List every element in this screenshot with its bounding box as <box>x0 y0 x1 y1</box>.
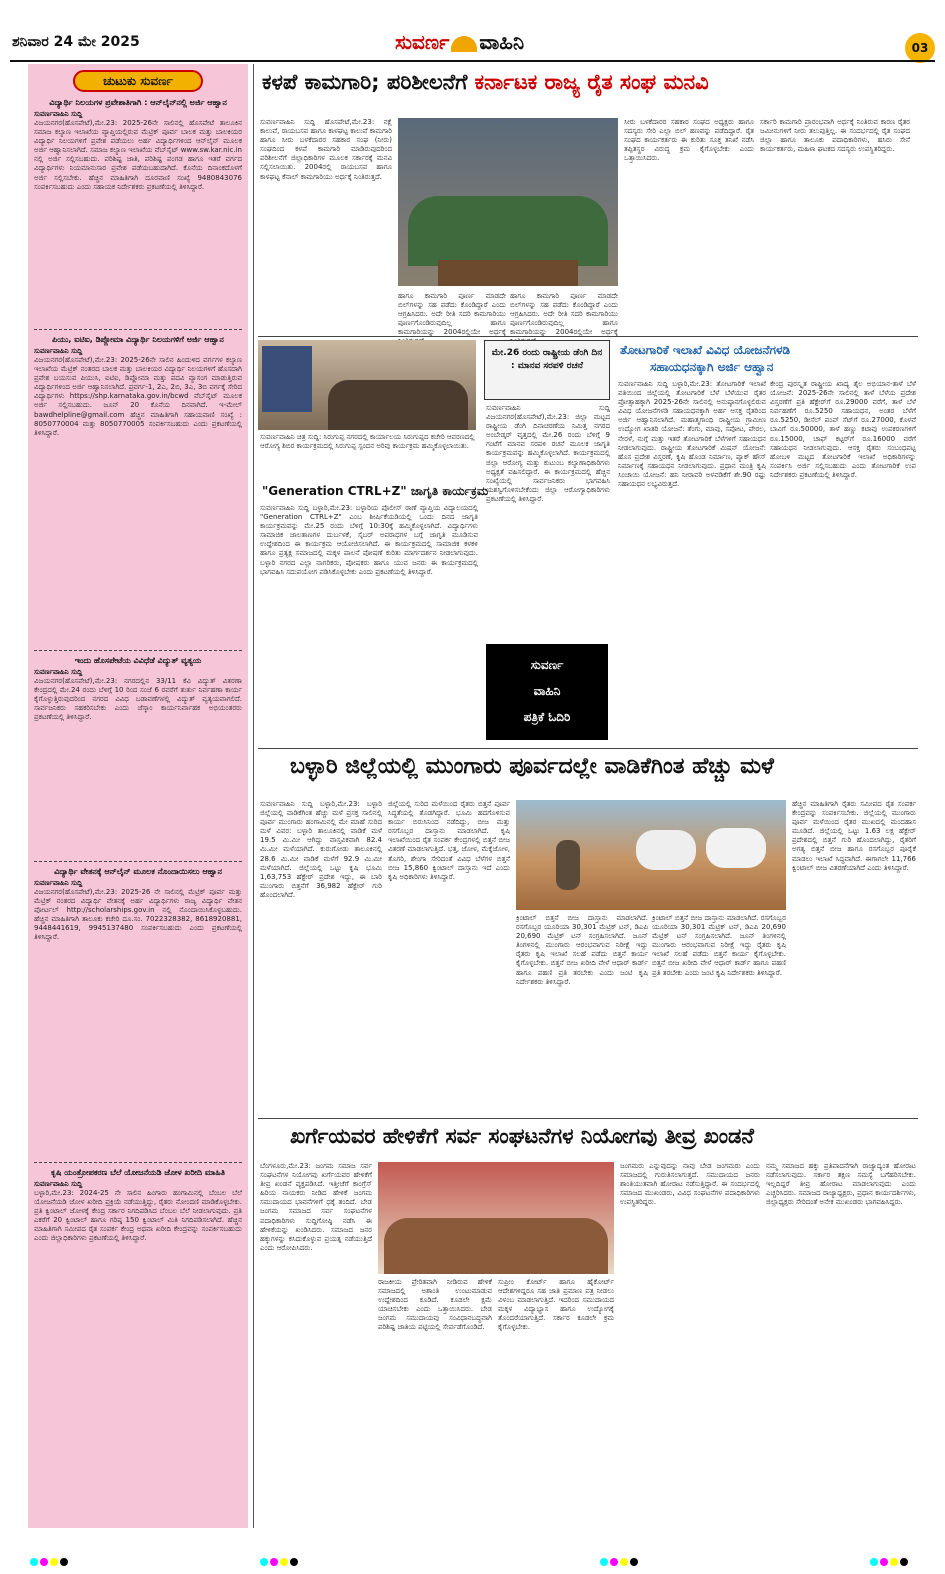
table-shape <box>438 260 578 286</box>
ox-shape <box>706 828 766 868</box>
newspaper-logo <box>395 30 524 54</box>
logo-text-left: ಸುವರ್ಣ <box>395 30 450 54</box>
crowd-shape <box>384 1218 608 1274</box>
story-column: ಬೆಂಗಳೂರು,ಮೇ.23: ಜಂಗಮ ಸಮಾಜ ಸರ್ವ ಸಂಘಟನೆಗಳ ನಿಯೋಗವು ಖರ್ಗೆಯವರ ಹೇಳಿಕೆಗೆ ತೀವ್ರ ಖಂಡನೆ ವ್ಯಕ್ತಪಡಿಸಿದೆ. ಇತ್ತೀಚೆಗೆ ಕಾಂಗ್ರೆಸ್ ಹಿರಿಯ ನಾಯಕರು ನೀಡಿದ ಹೇಳಿಕೆ ಜಂಗಮ ಸಮುದಾಯದ ಭಾವನೆಗಳಿಗೆ ಧಕ್ಕೆ ತಂದಿದೆ. ಬೇಡ ಜಂಗಮ ಸಮಾಜದ ಸರ್ವ ಸಂಘಟನೆಗಳ ಪದಾಧಿಕಾರಿಗಳು ಸುದ್ದಿಗೋಷ್ಠಿ ನಡೆಸಿ ಈ ಹೇಳಿಕೆಯನ್ನು ಖಂಡಿಸಿದರು. ಸಮಾಜದ ಜನರ ಹಕ್ಕುಗಳನ್ನು ಕಸಿದುಕೊಳ್ಳುವ ಪ್ರಯತ್ನ ನಡೆಯುತ್ತಿದೆ ಎಂದು ಆರೋಪಿಸಿದರು. <box>260 1162 372 1252</box>
ox-shape <box>636 830 696 870</box>
news-brief-column <box>28 64 248 1528</box>
story-headline: ಸಹಾಯಧನಕ್ಕಾಗಿ ಅರ್ಜಿ ಆಹ್ವಾನ <box>650 360 774 374</box>
banner-shape <box>262 346 312 412</box>
story-column: ಹಾಗೂ ಕಾಮಗಾರಿ ಪೂರ್ಣ ಮಾಡದೇ ಬಿಲ್‌ಗಳನ್ನು ಸಹ ಪಡೆದು ಕೊಂಡಿದ್ದಾರೆ ಎಂದು ಆಗ್ರಹಿಸಿದರು. ಅದೇ ರೀತಿ ಸದರಿ ಕಾಮಗಾರಿಯು ಪೂರ್ಣಗೊಂಡಿರುವುದಿಲ್ಲ ಹಾಗೂ ಕಾಮಗಾರಿಯನ್ನು 2004ರಲ್ಲಿಯೇ ಅರ್ಧಕ್ಕೆ <box>510 292 618 337</box>
brief-body: ವಿಜಯನಗರ(ಹೊಸಪೇಟೆ),ಮೇ.23: ನಗರದಲ್ಲಿನ 33/11 ಕೆವಿ ವಿದ್ಯುತ್ ವಿತರಣಾ ಕೇಂದ್ರದಲ್ಲಿ ಮೇ.24 ರಂದು ಬೆಳಿಗ್ಗೆ 10 ರಿಂದ ಸಂಜೆ 6 ರವರೆಗೆ ತುರ್ತು ನಿರ್ವಹಣಾ ಕಾರ್ಯ ಕೈಗೊಳ್ಳುತ್ತಿರುವುದರಿಂದ ನಗರದ ವಿವಿಧ ಬಡಾವಣೆಗಳಲ್ಲಿ ವಿದ್ಯುತ್ ವ್ಯತ್ಯಯವಾಗಲಿದೆ. ಸಾರ್ವಜನಿಕರು ಸಹಕರಿಸಬೇಕು ಎಂದು ಜೆಸ್ಕಾಂ ಕಾರ್ಯನಿರ್ವಾಹಕ ಅಭಿಯಂತರರು ಪ್ರಕಟಣೆಯಲ್ಲಿ ತಿಳಿಸಿದ್ದಾರೆ. <box>34 677 242 722</box>
brief-title: ವಿದ್ಯಾರ್ಥಿ ವೇತನಕ್ಕೆ ಆನ್‌ಲೈನ್ ಮೂಲಕ ನೊಂದಾಯಿಸಲು ಆಹ್ವಾನ <box>54 867 222 876</box>
brief-body: ಬಳ್ಳಾರಿ,ಮೇ.23: 2024-25 ನೇ ಸಾಲಿನ ಹಿಂಗಾರು ಹಂಗಾಮಿನಲ್ಲಿ ಬೆಂಬಲ ಬೆಲೆ ಯೋಜನೆಯಡಿ ಜೋಳ ಖರೀದಿ ಪ್ರಕ್ರಿಯೆ ನಡೆಯುತ್ತಿದ್ದು, ರೈತರು ನೋಂದಣಿ ಮಾಡಿಕೊಳ್ಳಬೇಕು. ಪ್ರತಿ ಕ್ವಿಂಟಾಲ್ ಜೋಳಕ್ಕೆ ಕೇಂದ್ರ ಸರ್ಕಾರ ನಿಗದಿಪಡಿಸಿದ ಬೆಂಬಲ ಬೆಲೆ ನೀಡಲಾಗುವುದು. ಪ್ರತಿ ಎಕರೆಗೆ 20 ಕ್ವಿಂಟಾಲ್ ಹಾಗೂ ಗರಿಷ್ಠ 150 ಕ್ವಿಂಟಾಲ್ ಮಿತಿ ನಿಗದಿಪಡಿಸಲಾಗಿದೆ. ಹೆಚ್ಚಿನ ಮಾಹಿತಿಗಾಗಿ ಸಮೀಪದ ರೈತ ಸಂಪರ್ಕ ಕೇಂದ್ರ ಅಥವಾ ಖರೀದಿ ಕೇಂದ್ರವನ್ನು ಸಂಪರ್ಕಿಸಬಹುದು ಎಂದು ಜಿಲ್ಲಾಧಿಕಾರಿಗಳು ಪ್ರಕಟಣೆಯಲ್ಲಿ ತಿಳಿಸಿದ್ದಾರೆ. <box>34 1189 242 1243</box>
headline-part-red: ಕರ್ನಾಟಕ ರಾಜ್ಯ ರೈತ ಸಂಘ ಮನವಿ <box>474 70 709 94</box>
story-column: ಕ್ರಿಂಟಾಲ್ ಬಿತ್ತನೆ ಬೀಜ ದಾಸ್ತಾನು ಮಾಡಲಾಗಿದೆ. ರಸಗೊಬ್ಬರ ಯೂರಿಯಾ 30,301 ಮೆಟ್ರಿಕ್ ಟನ್, ಡಿಎಪಿ 20,690 ಮೆಟ್ರಿಕ್ ಟನ್ ಸಂಗ್ರಹಿಸಲಾಗಿದೆ. ಜೂನ್ ತಿಂಗಳಿನಲ್ಲಿ ಮುಂಗಾರು ಆರಂಭವಾಗುವ ನಿರೀಕ್ಷೆ ಇದ್ದು ರೈತರು ಕೃಷಿ ಇಲಾಖೆ ಸಲಹೆ ಪಡೆದು ಬಿತ್ತನೆ ಕಾರ್ಯ ಕೈಗೊಳ್ಳಬೇಕು. ಬಿತ್ತನೆ ಬೀಜ ಖರೀದಿ ವೇಳೆ ಆಧಾರ್ ಕಾರ್ಡ್ ಹಾಗೂ ಪಹಣಿ ಪ್ರತಿ ತರಬೇಕು ಎಂದು ಜಂಟಿ ಕೃಷಿ ನಿರ್ದೇಶಕರು ತಿಳಿಸಿದ್ದಾರೆ. <box>516 914 648 986</box>
group-photo <box>398 118 618 286</box>
registration-marks <box>30 1558 68 1566</box>
sun-icon <box>451 36 477 52</box>
brief-title: ಇಂದು ಹೊಸಪೇಟೆಯ ವಿವಿಧೆಡೆ ವಿದ್ಯುತ್ ವ್ಯತ್ಯಯ <box>74 656 202 665</box>
logo-text-right: ವಾಹಿನಿ <box>479 30 525 54</box>
promo-line: ವಾಹಿನಿ <box>533 684 561 698</box>
story-headline: ಮೇ.26 ರಂದು ರಾಷ್ಟ್ರೀಯ ಡೆಂಗಿ ದಿನ : ಮಾನವ ಸರಪಳಿ ರಚನೆ <box>491 348 603 371</box>
crowd-shape <box>408 196 608 266</box>
registration-marks <box>260 1558 298 1566</box>
brief-byline: ಸುವರ್ಣವಾಹಿನಿ ಸುದ್ದಿ <box>34 1180 83 1188</box>
header-rule <box>10 60 935 62</box>
story-headline-box <box>484 340 610 400</box>
story-column: ಜಂಗಮರು ಎನ್ನುವುದನ್ನು ನಾವು ಬೇಡ ಜಂಗಮರು ಎಂದು ಸಮಾಜದಲ್ಲಿ ಗುರುತಿಸಲಾಗುತ್ತದೆ. ಸಮುದಾಯದ ಜನರು ಶಾಂತಿಯುತವಾಗಿ ಹೋರಾಟ ನಡೆಸುತ್ತಿದ್ದಾರೆ. ಈ ಸಂದರ್ಭದಲ್ಲಿ ಸಮಾಜದ ಮುಖಂಡರು, ವಿವಿಧ ಸಂಘಟನೆಗಳ ಪದಾಧಿಕಾರಿಗಳು ಉಪಸ್ಥಿತರಿದ್ದರು. <box>620 1162 760 1207</box>
brief-body: ವಿಜಯನಗರ(ಹೊಸಪೇಟೆ),ಮೇ.23: 2025-26ನೇ ಸಾಲಿನ ಹಿಂದುಳಿದ ವರ್ಗಗಳ ಕಲ್ಯಾಣ ಇಲಾಖೆಯ ಮೆಟ್ರಿಕ್ ನಂತರದ ಬಾಲಕ ಮತ್ತು ಬಾಲಕಿಯರ ವಿದ್ಯಾರ್ಥಿ ನಿಲಯಗಳಿಗೆ ಹೊಸದಾಗಿ ಪ್ರವೇಶ ಬಯಸುವ ಪಿಯುಸಿ, ಐಟಿಐ, ಡಿಪ್ಲೋಮಾ ಮತ್ತು ಪದವಿ ವ್ಯಾಸಂಗ ಮಾಡುತ್ತಿರುವ ವಿದ್ಯಾರ್ಥಿಗಳಿಂದ ಅರ್ಜಿ ಆಹ್ವಾನಿಸಲಾಗಿದೆ. ಪ್ರವರ್ಗ-1, 2ಎ, 2ಬಿ, 3ಎ, 3ಬಿ ವರ್ಗಕ್ಕೆ ಸೇರಿದ ವಿದ್ಯಾರ್ಥಿಗಳು https://shp.karnataka.gov.in/bcwd ವೆಬ್‌ಸೈಟ್ ಮೂಲಕ ಅರ್ಜಿ ಸಲ್ಲಿಸಬಹುದು. ಜೂನ್ 20 ಕೊನೆಯ ದಿನವಾಗಿದೆ. ಇ-ಮೇಲ್ bawdhelpline@gmail.com ಹೆಚ್ಚಿನ ಮಾಹಿತಿಗಾಗಿ ಸಹಾಯವಾಣಿ ಸಂಖ್ಯೆ : 8050770004 ಮತ್ತು 8050770005 ಸಂಪರ್ಕಿಸಬಹುದು ಎಂದು ಪ್ರಕಟಣೆಯಲ್ಲಿ ತಿಳಿಸಿದ್ದಾರೆ. <box>34 356 242 437</box>
promo-box <box>486 644 608 740</box>
story-column: ಹೆಚ್ಚಿನ ಮಾಹಿತಿಗಾಗಿ ರೈತರು ಸಮೀಪದ ರೈತ ಸಂಪರ್ಕ ಕೇಂದ್ರವನ್ನು ಸಂಪರ್ಕಿಸಬೇಕು. ಜಿಲ್ಲೆಯಲ್ಲಿ ಮುಂಗಾರು ಪೂರ್ವ ಮಳೆಯಿಂದ ರೈತರ ಮುಖದಲ್ಲಿ ಮಂದಹಾಸ ಮೂಡಿದೆ. ಜಿಲ್ಲೆಯಲ್ಲಿ ಒಟ್ಟು 1.63 ಲಕ್ಷ ಹೆಕ್ಟೇರ್ ಪ್ರದೇಶದಲ್ಲಿ ಬಿತ್ತನೆ ಗುರಿ ಹೊಂದಲಾಗಿದ್ದು, ರೈತರಿಗೆ ಅಗತ್ಯ ಬಿತ್ತನೆ ಬೀಜ ಹಾಗೂ ರಸಗೊಬ್ಬರ ಪೂರೈಕೆ ಮಾಡಲು ಇಲಾಖೆ ಸಿದ್ಧವಾಗಿದೆ. ಈಗಾಗಲೇ 11,766 ಕ್ವಿಂಟಾಲ್ ಬೀಜ ವಿತರಣೆಯಾಗಿದೆ ಎಂದು ತಿಳಿಸಿದ್ದಾರೆ. <box>792 800 916 872</box>
section-rule <box>258 748 918 749</box>
registration-marks <box>600 1558 638 1566</box>
masthead <box>0 0 945 62</box>
story-headline: ಬಳ್ಳಾರಿ ಜಿಲ್ಲೆಯಲ್ಲಿ ಮುಂಗಾರು ಪೂರ್ವದಲ್ಲೇ ವಾಡಿಕೆಗಿಂತ ಹೆಚ್ಚು ಮಳೆ <box>290 754 774 779</box>
story-column: ಸುವರ್ಣವಾಹಿನಿ ಸುದ್ದಿ ಬಳ್ಳಾರಿ,ಮೇ.23: ಬಳ್ಳಾರಿ ಜಿಲ್ಲೆಯಲ್ಲಿ ವಾಡಿಕೆಗಿಂತ ಹೆಚ್ಚು ಮಳೆ ಪ್ರಸಕ್ತ ಸಾಲಿನಲ್ಲಿ ಪೂರ್ವ ಮುಂಗಾರು ಹಂಗಾಮಿನಲ್ಲಿ ಮೇ ಮಾಹೆ ಸುರಿದ ಮಳೆ ವಿವರ: ಬಳ್ಳಾರಿ ತಾಲೂಕಿನಲ್ಲಿ ವಾಡಿಕೆ ಮಳೆ 19.5 ಮಿ.ಮೀ ಆಗಿದ್ದು ವಾಸ್ತವಿಕವಾಗಿ 82.4 ಮಿ.ಮೀ ಮಳೆಯಾಗಿದೆ. ಕುರುಗೋಡು ತಾಲೂಕಿನಲ್ಲಿ 28.6 ಮಿ.ಮೀ ವಾಡಿಕೆ ಮಳೆಗೆ 92.9 ಮಿ.ಮೀ ಮಳೆಯಾಗಿದೆ. ಜಿಲ್ಲೆಯಲ್ಲಿ ಒಟ್ಟು ಕೃಷಿ ಭೂಮಿ 1,63,753 ಹೆಕ್ಟೇರ್ ಪ್ರದೇಶ ಇದ್ದು, ಈ ಬಾರಿ ಮುಂಗಾರು ಬಿತ್ತನೆಗೆ 36,982 ಹೆಕ್ಟೇರ್ ಗುರಿ ಹೊಂದಲಾಗಿದೆ. <box>260 800 382 899</box>
story-column: ಕೇಂದ್ರ ಪುರಸ್ಕೃತ ರಾಷ್ಟ್ರೀಯ ಖಾದ್ಯ ತೈಲ ಅಭಿಯಾನ-ತಾಳೆ ಬೆಳೆ ಯೋಜನೆ: 2025-26ನೇ ಸಾಲಿನಲ್ಲಿ ತಾಳೆ ಬೆಳೆಯ ಪ್ರದೇಶ ವಿಸ್ತರಣೆಗೆ ಪ್ರತಿ ಹೆಕ್ಟೇರ್‌ಗೆ ರೂ.29000 ವರೆಗೆ, ತಾಳೆ ಬೆಳೆ ನಿರ್ವಹಣೆಗೆ ರೂ.5250 ಸಹಾಯಧನ, ಅಂತರ ಬೆಳೆಗೆ ರೂ.5250, ಡೀಸೆಲ್ ಪಂಪ್ ಸೆಟ್‌ಗೆ ರೂ.27000, ಕೊಳವೆ ಬಾವಿಗೆ ರೂ.50000, ತಾಳೆ ಹಣ್ಣು ಕಟಾವು ಉಪಕರಣಗಳಿಗೆ ರೂ.15000, ಚಾಫ್ ಕಟ್ಟರ್‌ಗೆ ರೂ.16000 ವರೆಗೆ ಸಹಾಯಧನ ನೀಡಲಾಗುವುದು. ಆಸಕ್ತ ರೈತರು ಸಂಬಂಧಪಟ್ಟ ಹೋಬಳಿ ಮಟ್ಟದ ತೋಟಗಾರಿಕೆ ಇಲಾಖೆ ಅಧಿಕಾರಿಗಳನ್ನು ಸಂಪರ್ಕಿಸಿ ಅರ್ಜಿ ಸಲ್ಲಿಸಬಹುದು ಎಂದು ತೋಟಗಾರಿಕೆ ಉಪ ನಿರ್ದೇಶಕರು ಪ್ರಕಟಣೆಯಲ್ಲಿ ತಿಳಿಸಿದ್ದಾರೆ. <box>770 380 916 479</box>
event-photo <box>258 340 476 430</box>
brief-byline: ಸುವರ್ಣವಾಹಿನಿ ಸುದ್ದಿ <box>34 668 83 676</box>
story-column: ನಮ್ಮ ಸಮಾಜದ ಹಕ್ಕು ಪ್ರತಿಪಾದನೆಗಾಗಿ ರಾಜ್ಯಾದ್ಯಂತ ಹೋರಾಟ ನಡೆಸಲಾಗುವುದು. ಸರ್ಕಾರ ತಕ್ಷಣ ಸಮಸ್ಯೆ ಬಗೆಹರಿಸಬೇಕು. ಇಲ್ಲದಿದ್ದರೆ ತೀವ್ರ ಹೋರಾಟ ಮಾಡಲಾಗುವುದು ಎಂದು ಎಚ್ಚರಿಸಿದರು. ಸಮಾಜದ ರಾಜ್ಯಾಧ್ಯಕ್ಷರು, ಪ್ರಧಾನ ಕಾರ್ಯದರ್ಶಿಗಳು, ಜಿಲ್ಲಾಧ್ಯಕ್ಷರು ಸೇರಿದಂತೆ ಅನೇಕ ಮುಖಂಡರು ಭಾಗವಹಿಸಿದ್ದರು. <box>766 1162 916 1207</box>
registration-marks <box>870 1558 908 1566</box>
people-shape <box>328 380 468 430</box>
brief-byline: ಸುವರ್ಣವಾಹಿನಿ ಸುದ್ದಿ <box>34 347 83 355</box>
divider <box>34 861 242 862</box>
divider <box>34 1162 242 1163</box>
story-column: ಹಾಗೂ ಕಾಮಗಾರಿ ಪೂರ್ಣ ಮಾಡದೇ ಬಿಲ್‌ಗಳನ್ನು ಸಹ ಪಡೆದು ಕೊಂಡಿದ್ದಾರೆ ಎಂದು ಆಗ್ರಹಿಸಿದರು. ಅದೇ ರೀತಿ ಸದರಿ ಕಾಮಗಾರಿಯು ಪೂರ್ಣಗೊಂಡಿರುವುದಿಲ್ಲ ಹಾಗೂ ಕಾಮಗಾರಿಯನ್ನು 2004ರಲ್ಲಿಯೇ ಅರ್ಧಕ್ಕೆ <box>398 292 506 337</box>
column-rule <box>253 64 254 1528</box>
brief-body: ವಿಜಯನಗರ(ಹೊಸಪೇಟೆ),ಮೇ.23: 2025-26 ನೇ ಸಾಲಿನಲ್ಲಿ ಮೆಟ್ರಿಕ್ ಪೂರ್ವ ಮತ್ತು ಮೆಟ್ರಿಕ್ ನಂತರದ ವಿದ್ಯಾರ್ಥಿ ವೇತನಕ್ಕೆ ಅರ್ಹ ವಿದ್ಯಾರ್ಥಿಗಳು ರಾಜ್ಯ ವಿದ್ಯಾರ್ಥಿ ವೇತನ ಪೋರ್ಟಲ್ http://scholarships.gov.in ನಲ್ಲಿ ನೊಂದಾಯಿಸಿಕೊಳ್ಳಬಹುದು. ಹೆಚ್ಚಿನ ಮಾಹಿತಿಗಾಗಿ ತಾಲೂಕು ಕಚೇರಿ ದೂ.ಸಂ. 7022328382, 8618920881, 9448441619, 9945137480 ಸಂಪರ್ಕಿಸಬಹುದು ಎಂದು ಪ್ರಕಟಣೆಯಲ್ಲಿ ತಿಳಿಸಿದ್ದಾರೆ. <box>34 888 242 942</box>
story-column: ಸೀರು ಬಳಕೆದಾರರ ಸಹಕಾರ ಸಂಘದ ಅಧ್ಯಕ್ಷರು ಹಾಗೂ ಸದಸ್ಯರು ಸೇರಿ ಎಲ್ಲಾ ಬಿಲ್‌ ಹಣವನ್ನು ಪಡೆದಿದ್ದಾರೆ. ರೈತ ಸಂಘದ ಕಾರ್ಯಕರ್ತರು ಈ ಕುರಿತು ಸೂಕ್ತ ತನಿಖೆ ನಡೆಸಿ ತಪ್ಪಿತಸ್ಥರ ವಿರುದ್ಧ ಕ್ರಮ ಕೈಗೊಳ್ಳಬೇಕು ಎಂದು ಒತ್ತಾಯಿಸಿದರು. <box>624 118 754 163</box>
story-column: ಕ್ರಿಂಟಾಲ್ ಬಿತ್ತನೆ ಬೀಜ ದಾಸ್ತಾನು ಮಾಡಲಾಗಿದೆ. ರಸಗೊಬ್ಬರ ಯೂರಿಯಾ 30,301 ಮೆಟ್ರಿಕ್ ಟನ್, ಡಿಎಪಿ 20,690 ಮೆಟ್ರಿಕ್ ಟನ್ ಸಂಗ್ರಹಿಸಲಾಗಿದೆ. ಜೂನ್ ತಿಂಗಳಿನಲ್ಲಿ ಮುಂಗಾರು ಆರಂಭವಾಗುವ ನಿರೀಕ್ಷೆ ಇದ್ದು ರೈತರು ಕೃಷಿ ಇಲಾಖೆ ಸಲಹೆ ಪಡೆದು ಬಿತ್ತನೆ ಕಾರ್ಯ ಕೈಗೊಳ್ಳಬೇಕು. ಬಿತ್ತನೆ ಬೀಜ ಖರೀದಿ ವೇಳೆ ಆಧಾರ್ ಕಾರ್ಡ್ ಹಾಗೂ ಪಹಣಿ ಪ್ರತಿ ತರಬೇಕು ಎಂದು ಜಂಟಿ ಕೃಷಿ ನಿರ್ದೇಶಕರು ತಿಳಿಸಿದ್ದಾರೆ. <box>652 914 786 977</box>
story-column: ಸುವರ್ಣವಾಹಿನಿ ಸುದ್ದಿ ಬಳ್ಳಾರಿ,ಮೇ.23: ತೋಟಗಾರಿಕೆ ಇಲಾಖೆ ವತಿಯಿಂದ ಜಿಲ್ಲೆಯಲ್ಲಿ ತೋಟಗಾರಿಕೆ ಬೆಳೆ ಬೆಳೆಯುವ ರೈತರ ಪ್ರೋತ್ಸಾಹಕ್ಕಾಗಿ 2025-26ನೇ ಸಾಲಿನಲ್ಲಿ ಅನುಷ್ಠಾನಗೊಳ್ಳಲಿರುವ ವಿವಿಧ ಯೋಜನೆಗಳಡಿ ಸಹಾಯಧನಕ್ಕಾಗಿ ಅರ್ಹ ಆಸಕ್ತ ರೈತರಿಂದ ಅರ್ಜಿ ಆಹ್ವಾನಿಸಲಾಗಿದೆ. ಮಹಾತ್ಮಗಾಂಧಿ ರಾಷ್ಟ್ರೀಯ ಗ್ರಾಮೀಣ ಉದ್ಯೋಗ ಖಾತರಿ ಯೋಜನೆ: ತೆಂಗು, ಮಾವು, ಸಪೋಟ, ಪೇರಲ, ನೇರಳೆ, ನುಗ್ಗೆ ಮತ್ತು ಇತರೆ ತೋಟಗಾರಿಕೆ ಬೆಳೆಗಳಿಗೆ ಸಹಾಯಧನ ನೀಡಲಾಗುವುದು. ರಾಷ್ಟ್ರೀಯ ತೋಟಗಾರಿಕೆ ಮಿಷನ್ ಯೋಜನೆ: ಹೊಸ ಪ್ರದೇಶ ವಿಸ್ತರಣೆ, ಕೃಷಿ ಹೊಂಡ ನಿರ್ಮಾಣ, ಪ್ಯಾಕ್ ಹೌಸ್ ನಿರ್ಮಾಣಕ್ಕೆ ಸಹಾಯಧನ ನೀಡಲಾಗುವುದು. ಪ್ರಧಾನ ಮಂತ್ರಿ ಕೃಷಿ ಸಿಂಚಾಯಿ ಯೋಜನೆ: ಹನಿ ನೀರಾವರಿ ಅಳವಡಿಕೆಗೆ ಶೇ.90 ರಷ್ಟು ಸಹಾಯಧನ ಲಭ್ಯವಿರುತ್ತದೆ. <box>618 380 766 489</box>
farmer-shape <box>556 840 580 890</box>
farmer-ploughing-photo <box>516 800 786 910</box>
story-headline: "Generation CTRL+Z" ಜಾಗೃತಿ ಕಾರ್ಯಕ್ರಮ <box>262 484 489 498</box>
brief-title: ವಿದ್ಯಾರ್ಥಿ ನಿಲಯಗಳ ಪ್ರವೇಶಾತಿಗಾಗಿ : ಆನ್‌ಲೈನ್‌ನಲ್ಲಿ ಅರ್ಜಿ ಆಹ್ವಾನ <box>49 98 227 107</box>
promo-line: ಸುವರ್ಣ <box>530 658 564 672</box>
story-headline <box>262 70 709 95</box>
brief-body: ವಿಜಯನಗರ(ಹೊಸಪೇಟೆ),ಮೇ.23: 2025-26ನೇ ಸಾಲಿನಲ್ಲಿ ಹೊಸಪೇಟೆ ತಾಲೂಕಿನ ಸಮಾಜ ಕಲ್ಯಾಣ ಇಲಾಖೆಯ ವ್ಯಾಪ್ತಿಯಲ್ಲಿರುವ ಮೆಟ್ರಿಕ್ ಪೂರ್ವ ಬಾಲಕ ಮತ್ತು ಬಾಲಕಿಯರ ವಿದ್ಯಾರ್ಥಿ ನಿಲಯಗಳಿಗೆ ಪ್ರವೇಶ ಪಡೆಯಲು ಅರ್ಹ ವಿದ್ಯಾರ್ಥಿಗಳಿಂದ ಆನ್‌ಲೈನ್ ಮೂಲಕ ಅರ್ಜಿ ಆಹ್ವಾನಿಸಲಾಗಿದೆ. ಸಮಾಜ ಕಲ್ಯಾಣ ಇಲಾಖೆಯ ವೆಬ್‌ಸೈಟ್ www.sw.kar.nic.in ನಲ್ಲಿ ಅರ್ಜಿ ಸಲ್ಲಿಸಬಹುದು. ಪರಿಶಿಷ್ಟ ಜಾತಿ, ಪರಿಶಿಷ್ಟ ಪಂಗಡ ಹಾಗೂ ಇತರೆ ವರ್ಗದ ವಿದ್ಯಾರ್ಥಿಗಳು ನಿಯಮಾನುಸಾರ ಪ್ರವೇಶ ಪಡೆಯಬಹುದಾಗಿದೆ. ಕೊನೆಯ ದಿನಾಂಕದೊಳಗೆ ಅರ್ಜಿ ಸಲ್ಲಿಸಬೇಕು. ಹೆಚ್ಚಿನ ಮಾಹಿತಿಗಾಗಿ ದೂರವಾಣಿ ಸಂಖ್ಯೆ 9480843076 ಸಂಪರ್ಕಿಸಬಹುದು ಎಂದು ಸಹಾಯಕ ನಿರ್ದೇಶಕರು ಪ್ರಕಟಣೆಯಲ್ಲಿ ತಿಳಿಸಿದ್ದಾರೆ. <box>34 119 242 191</box>
promo-line: ಪತ್ರಿಕೆ ಓದಿರಿ <box>523 710 571 724</box>
story-column: ಸುವರ್ಣವಾಹಿನಿ ಸುದ್ದಿ ವಿಜಯನಗರ(ಹೊಸಪೇಟೆ),ಮೇ.23: ಜಿಲ್ಲಾ ಮಟ್ಟದ ರಾಷ್ಟ್ರೀಯ ಡೆಂಗಿ ದಿನಾಚರಣೆಯ ನಿಮಿತ್ತ ನಗರದ ಅಂಬೇಡ್ಕರ್ ವೃತ್ತದಲ್ಲಿ ಮೇ.26 ರಂದು ಬೆಳಿಗ್ಗೆ 9 ಗಂಟೆಗೆ ಮಾನವ ಸರಪಳಿ ರಚನೆ ಮೂಲಕ ಜಾಗೃತಿ ಕಾರ್ಯಕ್ರಮವನ್ನು ಹಮ್ಮಿಕೊಳ್ಳಲಾಗಿದೆ. ಕಾರ್ಯಕ್ರಮದಲ್ಲಿ ಜಿಲ್ಲಾ ಆರೋಗ್ಯ ಮತ್ತು ಕುಟುಂಬ ಕಲ್ಯಾಣಾಧಿಕಾರಿಗಳು ಅಧ್ಯಕ್ಷತೆ ವಹಿಸಲಿದ್ದಾರೆ. ಈ ಕಾರ್ಯಕ್ರಮದಲ್ಲಿ ಹೆಚ್ಚಿನ ಸಂಖ್ಯೆಯಲ್ಲಿ ಸಾರ್ವಜನಿಕರು ಭಾಗವಹಿಸಿ ಯಶಸ್ವಿಗೊಳಿಸಬೇಕೆಂದು ಜಿಲ್ಲಾ ಆರೋಗ್ಯಾಧಿಕಾರಿಗಳು ಪ್ರಕಟಣೆಯಲ್ಲಿ ತಿಳಿಸಿದ್ದಾರೆ. <box>486 404 610 503</box>
brief-byline: ಸುವರ್ಣವಾಹಿನಿ ಸುದ್ದಿ <box>34 879 83 887</box>
story-column: ಸುಪ್ರೀಂ ಕೋರ್ಟ್ ಹಾಗೂ ಹೈಕೋರ್ಟ್ ಆದೇಶಗಳಿದ್ದರೂ ಸಹ ಜಾತಿ ಪ್ರಮಾಣ ಪತ್ರ ನೀಡಲು ವಿಳಂಬ ಮಾಡಲಾಗುತ್ತಿದೆ. ಇದರಿಂದ ಸಮುದಾಯದ ಮಕ್ಕಳ ವಿದ್ಯಾಭ್ಯಾಸ ಹಾಗೂ ಉದ್ಯೋಗಕ್ಕೆ ತೊಂದರೆಯಾಗುತ್ತಿದೆ. ಸರ್ಕಾರ ಕೂಡಲೇ ಕ್ರಮ ಕೈಗೊಳ್ಳಬೇಕು. <box>498 1278 614 1332</box>
divider <box>34 329 242 330</box>
section-rule <box>258 1118 918 1119</box>
issue-date: ಶನಿವಾರ 24 ಮೇ 2025 <box>12 34 140 50</box>
story-column: ಸುವರ್ಣವಾಹಿನಿ ಸುದ್ದಿ ಬಳ್ಳಾರಿ,ಮೇ.23: ಬಳ್ಳಾರಿಯ ಪೊಲೀಸ್ ಠಾಣೆ ವ್ಯಾಪ್ತಿಯ ವಿದ್ಯಾಲಯದಲ್ಲಿ "Generation CTRL+Z" ಎಂಬ ಶೀರ್ಷಿಕೆಯಡಿಯಲ್ಲಿ ಒಂದು ದಿನದ ಜಾಗೃತಿ ಕಾರ್ಯಕ್ರಮವನ್ನು ಮೇ.25 ರಂದು ಬೆಳಿಗ್ಗೆ 10:30ಕ್ಕೆ ಹಮ್ಮಿಕೊಳ್ಳಲಾಗಿದೆ. ವಿದ್ಯಾರ್ಥಿಗಳು ಸಾಮಾಜಿಕ ಜಾಲತಾಣಗಳ ದುರ್ಬಳಕೆ, ಸೈಬರ್ ಅಪರಾಧಗಳ ಬಗ್ಗೆ ಜಾಗೃತಿ ಮೂಡಿಸುವ ಉದ್ದೇಶದಿಂದ ಈ ಕಾರ್ಯಕ್ರಮ ಆಯೋಜಿಸಲಾಗಿದೆ. ಈ ಕಾರ್ಯಕ್ರಮದಲ್ಲಿ ಸಾಮಾಜಿಕ ಕಳಕಳಿ ಹಾಗೂ ಪ್ರತ್ಯಕ್ಷ ಸಮಾಜದಲ್ಲಿ ಮಕ್ಕಳ ಪಾಲನೆ ಪೋಷಣೆ ಕುರಿತು ಮಾರ್ಗದರ್ಶನ ನೀಡಲಾಗುವುದು. ಬಳ್ಳಾರಿ ನಗರದ ಎಲ್ಲಾ ನಾಗರಿಕರು, ಪೋಷಕರು ಹಾಗೂ ಯುವ ಜನರು ಈ ಕಾರ್ಯಕ್ರಮದಲ್ಲಿ ಭಾಗವಹಿಸಿ ಸದುಪಯೋಗ ಪಡಿಸಿಕೊಳ್ಳಬೇಕು ಎಂದು ಪ್ರಕಟಣೆಯಲ್ಲಿ ತಿಳಿಸಿದ್ದಾರೆ. <box>260 504 478 576</box>
brief-byline: ಸುವರ್ಣವಾಹಿನಿ ಸುದ್ದಿ <box>34 110 83 118</box>
section-tag: ಚುಟುಕು ಸುವರ್ಣ <box>73 70 203 92</box>
story-headline: ತೋಟಗಾರಿಕೆ ಇಲಾಖೆ ವಿವಿಧ ಯೋಜನೆಗಳಡಿ <box>620 343 791 357</box>
story-column: ರಾಜಕೀಯ ಪ್ರೇರಿತವಾಗಿ ನೀಡಿರುವ ಹೇಳಿಕೆ ಸಮಾಜದಲ್ಲಿ ಅಶಾಂತಿ ಉಂಟುಮಾಡುವ ಉದ್ದೇಶದಿಂದ ಕೂಡಿದೆ. ಕೂಡಲೇ ಕ್ಷಮೆ ಯಾಚಿಸಬೇಕು ಎಂದು ಒತ್ತಾಯಿಸಿದರು. ಬೇಡ ಜಂಗಮ ಸಮುದಾಯವು ಸಂವಿಧಾನಬದ್ಧವಾಗಿ ಪರಿಶಿಷ್ಟ ಜಾತಿಯ ಪಟ್ಟಿಯಲ್ಲಿ ಸೇರ್ಪಡೆಗೊಂಡಿದೆ. <box>378 1278 492 1332</box>
divider <box>34 650 242 651</box>
story-column: ಸರ್ಕಾರಿ ಕಾಮಗಾರಿ ಪ್ರಾರಂಭವಾಗಿ ಅರ್ಧಕ್ಕೆ ನಿಂತಿರುವ ಕಾರಣ ರೈತರ ಜಮೀನುಗಳಿಗೆ ನೀರು ತಲುಪುತ್ತಿಲ್ಲ. ಈ ಸಂದರ್ಭದಲ್ಲಿ ರೈತ ಸಂಘದ ಜಿಲ್ಲಾ ಹಾಗೂ ತಾಲೂಕು ಪದಾಧಿಕಾರಿಗಳು, ಹಸಿರು ಸೇನೆ ಕಾರ್ಯಕರ್ತರು, ಮಹಿಳಾ ಘಟಕದ ಸದಸ್ಯರು ಉಪಸ್ಥಿತರಿದ್ದರು. <box>760 118 910 154</box>
section-rule <box>258 336 918 337</box>
story-column: ಜಿಲ್ಲೆಯಲ್ಲಿ ಸುರಿದ ಮಳೆಯಿಂದ ರೈತರು ಬಿತ್ತನೆ ಪೂರ್ವ ಸಿದ್ಧತೆಯಲ್ಲಿ ತೊಡಗಿದ್ದಾರೆ. ಭೂಮಿ ಹದಗೊಳಿಸುವ ಕಾರ್ಯ ಬಿರುಸಿನಿಂದ ನಡೆದಿದ್ದು, ಬೀಜ ಮತ್ತು ರಸಗೊಬ್ಬರ ದಾಸ್ತಾನು ಮಾಡಲಾಗಿದೆ. ಕೃಷಿ ಇಲಾಖೆಯಿಂದ ರೈತ ಸಂಪರ್ಕ ಕೇಂದ್ರಗಳಲ್ಲಿ ಬಿತ್ತನೆ ಬೀಜ ವಿತರಣೆ ಮಾಡಲಾಗುತ್ತಿದೆ. ಭತ್ತ, ಜೋಳ, ಮೆಕ್ಕೆಜೋಳ, ತೊಗರಿ, ಶೇಂಗಾ ಸೇರಿದಂತೆ ವಿವಿಧ ಬೆಳೆಗಳ ಬಿತ್ತನೆ ಬೀಜ 15,860 ಕ್ವಿಂಟಾಲ್ ದಾಸ್ತಾನು ಇದೆ ಎಂದು ಕೃಷಿ ಅಧಿಕಾರಿಗಳು ತಿಳಿಸಿದ್ದಾರೆ. <box>388 800 510 881</box>
brief-title: ಪಿಯು, ಐಟಿಐ, ಡಿಪ್ಲೋಮಾ ವಿದ್ಯಾರ್ಥಿ ನಿಲಯಗಳಿಗೆ ಅರ್ಜಿ ಆಹ್ವಾನ <box>52 335 224 344</box>
page-number: 03 <box>905 33 935 63</box>
story-headline: ಖರ್ಗೆಯವರ ಹೇಳಿಕೆಗೆ ಸರ್ವ ಸಂಘಟನೆಗಳ ನಿಯೋಗವು ತೀವ್ರ ಖಂಡನೆ <box>290 1124 754 1148</box>
headline-part: ಕಳಪೆ ಕಾಮಗಾರಿ; ಪರಿಶೀಲನೆಗೆ <box>262 70 468 94</box>
press-meet-photo <box>378 1162 614 1274</box>
story-column: ಸುವರ್ಣವಾಹಿನಿ ಸುದ್ದಿ ಹೊಸಪೇಟೆ,ಮೇ.23: ನಕ್ಷೆ ಕಾಲುವೆ, ರಾಯಬಸವ ಹಾಗೂ ಕಾಳಘಟ್ಟ ಕಾಲುವೆ ಕಾಮಗಾರಿ ಹಾಗೂ ಸೀರು ಬಳಕೆದಾರರ ಸಹಕಾರ ಸಂಘ (ನೀರು) ಸಂಘದಿಂದ ಕಳಪೆ ಕಾಮಗಾರಿ ಮಾಡಿರುವುದರಿಂದ ಪರಿಶೀಲನೆಗೆ ಜಿಲ್ಲಾಧಿಕಾರಿಗಳ ಮೂಲಕ ಸರ್ಕಾರಕ್ಕೆ ಮನವಿ ಸಲ್ಲಿಸಲಾಯಿತು. 2004ರಲ್ಲಿ ರಾಯಬಸವ ಹಾಗೂ ಕಾಳಘಟ್ಟ ಕೆನಾಲ್ ಕಾಮಗಾರಿಯು ಅರ್ಧಕ್ಕೆ ನಿಂತಿರುತ್ತದೆ. <box>260 118 392 181</box>
photo-caption: ಸುವರ್ಣವಾಹಿನಿ ಚಿತ್ರ ಸುದ್ದಿ: ಸಿರುಗುಪ್ಪ ನಗರದಲ್ಲಿ ಕಾರ್ಯಾಲಯ ಸಿರುಗುಪ್ಪದ ಕಚೇರಿ ಆವರಣದಲ್ಲಿ ಆರೋಗ್ಯ ಶಿಬಿರ ಕಾರ್ಯಕ್ರಮದಲ್ಲಿ ಸಿರುಗುಪ್ಪ ಸ್ಪಂದನ ಅರಿವು ಕಾರ್ಯಕ್ರಮ ಹಮ್ಮಿಕೊಳ್ಳಲಾಯಿತು. <box>260 433 475 450</box>
brief-title: ಕೃಷಿ ಯಂತ್ರೋಪಕರಣ ಬೆಲೆ ಯೋಜನೆಯಡಿ ಜೋಳ ಖರೀದಿ ಮಾಹಿತಿ <box>50 1168 225 1177</box>
